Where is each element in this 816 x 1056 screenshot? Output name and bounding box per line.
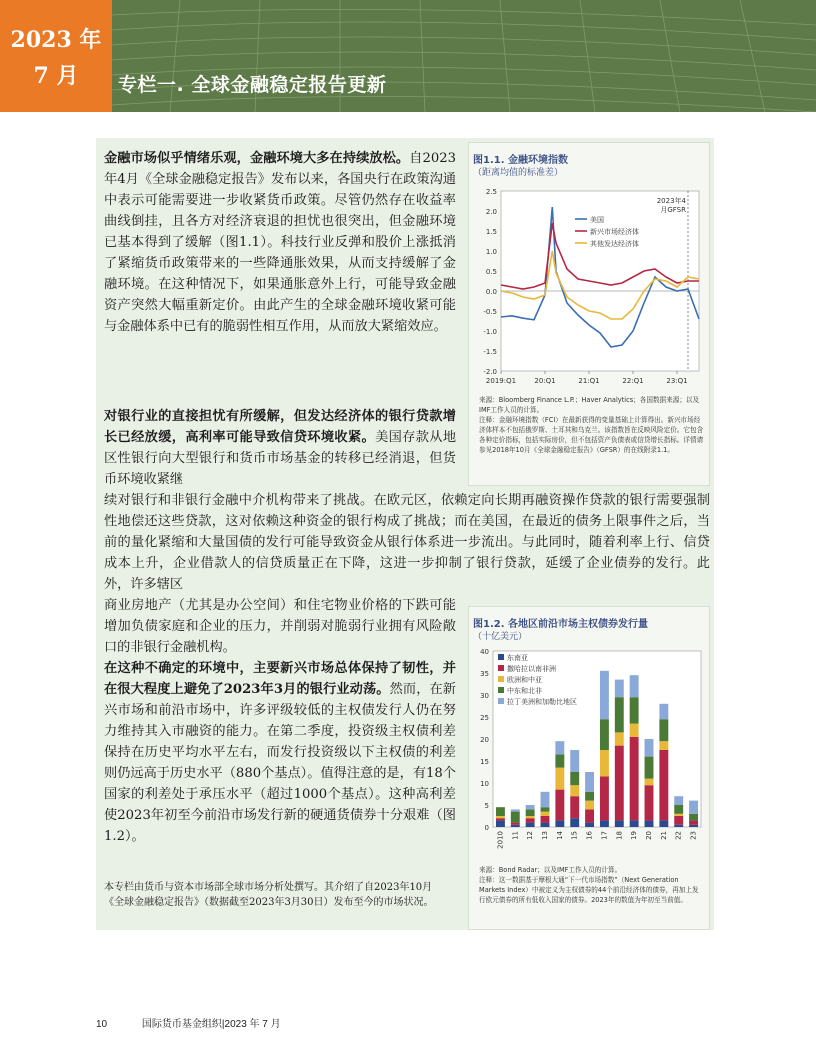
- x-tick-label: 22:Q1: [622, 377, 644, 385]
- bar-segment: [526, 823, 535, 827]
- bar-segment: [600, 750, 609, 776]
- figure-2-panel: [468, 606, 710, 930]
- bar-segment: [555, 790, 564, 821]
- bar-segment: [689, 801, 698, 814]
- y-tick-label: -1.5: [483, 348, 497, 356]
- x-tick-label: 23: [689, 831, 698, 840]
- y-tick-label: -1.0: [483, 328, 497, 336]
- y-tick-label: 0.0: [485, 288, 497, 296]
- y-tick-label: 1.5: [485, 228, 497, 236]
- date-month: 7 月: [33, 63, 79, 89]
- bar-segment: [645, 785, 654, 820]
- bar-segment: [526, 809, 535, 816]
- figure-2-chart: [469, 645, 709, 863]
- bar-segment: [630, 737, 639, 821]
- figure-1-title: 图1.1. 金融环境指数: [473, 155, 568, 166]
- bar-segment: [615, 820, 624, 827]
- bar-segment: [674, 816, 683, 825]
- x-tick-label: 23:Q1: [666, 377, 688, 385]
- paragraph-3-lead: 在这种不确定的环境中，主要新兴市场总体保持了韧性，并在很大程度上避免了2023年3月的银行业动荡。: [104, 661, 456, 697]
- x-tick-label: 2010: [496, 831, 505, 849]
- bar-segment: [511, 825, 520, 827]
- paragraph-1-lead: 金融市场似乎情绪乐观，金融环境大多在持续放松。: [104, 151, 410, 166]
- y-tick-label: 0.5: [485, 268, 497, 276]
- legend-label: 中东和北非: [507, 687, 542, 695]
- x-tick-label: 11: [511, 831, 520, 840]
- bar-segment: [496, 816, 505, 818]
- bar-segment: [645, 820, 654, 827]
- x-tick-label: 20: [645, 831, 653, 840]
- bar-segment: [630, 675, 639, 697]
- paragraph-2-text-a: 美国存款从地区性银行向大型银行和货币市场基金的转移已经消退，但货币环境收紧继: [104, 430, 457, 487]
- gfsr-annotation: 月GFSR: [660, 206, 686, 214]
- bar-segment: [585, 801, 594, 810]
- bar-segment: [585, 792, 594, 801]
- x-tick-label: 19: [630, 831, 639, 840]
- box-title: 专栏一. 全球金融稳定报告更新: [118, 74, 387, 96]
- y-tick-label: 1.0: [485, 248, 497, 256]
- bar-segment: [526, 816, 535, 818]
- bar-segment: [570, 796, 579, 818]
- bar-segment: [570, 818, 579, 827]
- legend-label: 欧洲和中亚: [507, 676, 542, 684]
- paragraph-1: [104, 148, 456, 337]
- author-credit: 本专栏由货币与资本市场部全球市场分析处撰写。其介绍了自2023年10月《全球金融稳定报告》（数据截至2023年3月30日）发布至今的市场状况。: [104, 882, 434, 908]
- bar-segment: [555, 820, 564, 827]
- figure-1-panel: [468, 142, 710, 486]
- y-tick-label: 20: [480, 736, 489, 744]
- figure-1-chart: [469, 181, 709, 391]
- figure-2-unit: （十亿美元）: [473, 632, 528, 642]
- legend-swatch: [498, 665, 504, 671]
- bar-segment: [541, 812, 550, 816]
- x-tick-label: 14: [555, 831, 564, 840]
- bar-segment: [659, 704, 668, 719]
- paragraph-2-bottom: 商业房地产（尤其是办公空间）和住宅物业价格的下跌可能增加负债家庭和企业的压力，并削弱对脆弱行业拥有风险敞口的非银行金融机构。: [104, 598, 456, 655]
- figure-1-unit: （距离均值的标准差）: [473, 168, 564, 178]
- y-tick-label: 25: [480, 714, 489, 722]
- x-tick-label: 12: [526, 831, 535, 840]
- legend-label: 拉丁美洲和加勒比地区: [507, 698, 577, 706]
- bar-segment: [600, 820, 609, 827]
- bar-segment: [659, 719, 668, 741]
- paragraph-2-top: [104, 406, 456, 490]
- legend-swatch: [498, 698, 504, 704]
- bar-segment: [496, 820, 505, 827]
- page-number: 10: [96, 1019, 108, 1030]
- bar-segment: [541, 823, 550, 827]
- x-tick-label: 21: [659, 831, 668, 840]
- date-badge: [0, 0, 112, 112]
- paragraph-2-lead: 对银行业的直接担忧有所缓解，但发达经济体的银行贷款增长已经放缓，高利率可能导致信贷环境收紧。: [104, 409, 456, 445]
- bar-segment: [496, 807, 505, 816]
- y-tick-label: 35: [480, 670, 489, 678]
- y-tick-label: 10: [480, 780, 489, 788]
- y-tick-label: -2.0: [483, 368, 497, 376]
- bar-segment: [689, 814, 698, 821]
- x-tick-label: 22: [674, 831, 683, 840]
- x-tick-label: 16: [585, 831, 594, 840]
- paragraph-1-text: 自2023年4月《全球金融稳定报告》发布以来，各国央行在政策沟通中表示可能需要进一步收紧货币政策。尽管仍然存在收益率曲线倒挂，且各方对经济衰退的担忧也很突出，但金融环境已基本得到了缓解（图1.1）。科技行业反弹和股价上涨抵消了紧缩货币政策带来的一些降通胀效果，从而支持缓解了金融环境。在这种情况下，如果通胀意外上行，可能导致金融资产突然大幅重新定价。由此产生的全球金融环境收紧可能与金融体系中已有的脆弱性相互作用，从而放大紧缩效应。: [104, 151, 457, 334]
- bar-segment: [630, 697, 639, 723]
- legend-swatch: [498, 687, 504, 693]
- bar-segment: [511, 812, 520, 823]
- legend-label: 新兴市场经济体: [590, 228, 639, 236]
- bar-segment: [526, 818, 535, 822]
- bar-segment: [600, 671, 609, 719]
- bar-segment: [511, 823, 520, 825]
- y-tick-label: 40: [480, 648, 489, 656]
- bar-segment: [585, 809, 594, 822]
- bar-segment: [570, 772, 579, 785]
- x-tick-label: 20:Q1: [534, 377, 556, 385]
- y-tick-label: 0: [484, 824, 489, 832]
- bar-segment: [674, 805, 683, 814]
- bar-segment: [645, 739, 654, 757]
- paragraph-3: [104, 658, 456, 847]
- bar-segment: [630, 820, 639, 827]
- paragraph-2-wide: 续对银行和非银行金融中介机构带来了挑战。在欧元区，依赖定向长期再融资操作贷款的银行需要强制性地偿还这些贷款，这对依赖这种资金的银行构成了挑战；而在美国，在最近的债务上限事件之后，当前的量化紧缩和大量国债的发行可能导致资金从银行体系进一步流出。与此同时，随着利率上行、信贷成本上升，企业借款人的信贷质量正在下降，这进一步抑制了银行贷款，延缓了企业债券的发行。此外，许多辖区: [104, 493, 710, 592]
- bar-segment: [555, 741, 564, 754]
- legend-label: 美国: [590, 216, 604, 224]
- y-tick-label: -0.5: [483, 308, 497, 316]
- bar-segment: [600, 719, 609, 750]
- bar-segment: [645, 779, 654, 786]
- gfsr-annotation: 2023年4: [656, 197, 686, 205]
- y-tick-label: 5: [484, 802, 489, 810]
- figure-1-note: 来源：Bloomberg Finance L.P.；Haver Analytics；各国数据来源；以及IMF工作人员的计算。 注释：金融环境指数（FCI）在最新获得的变量基础上计算得出。新兴市场经济体样本不包括俄罗斯、土耳其和乌克兰。该指数旨在反映风险定价。它包含各种定价指标，包括实际房价，但不包括资产负债表或信贷增长指标。详情请参见2018年10月《全球金融稳定报告》（GFSR）的在线附录1.1。: [479, 396, 704, 454]
- x-tick-label: 17: [600, 831, 609, 840]
- bar-segment: [659, 750, 668, 820]
- bar-segment: [615, 746, 624, 821]
- bar-segment: [645, 757, 654, 779]
- legend-swatch: [498, 654, 504, 660]
- bar-segment: [600, 776, 609, 820]
- bar-segment: [541, 807, 550, 811]
- bar-segment: [615, 680, 624, 698]
- y-tick-label: 2.5: [485, 188, 497, 196]
- paragraph-3-text: 然而，在新兴市场和前沿市场中，许多评级较低的主权债发行人仍在努力维持其入市融资的能力。在第二季度，投资级主权债利差保持在历史平均水平左右，而发行投资级以下主权债的利差则仍远高于历史水平（880个基点）。值得注意的是，有18个国家的利差处于承压水平（超过1000个基点）。这种高利差使2023年初至今前沿市场发行新的硬通货债券十分艰难（图1.2）。: [104, 682, 456, 844]
- figure-2-title: 图1.2. 各地区前沿市场主权债券发行量: [473, 619, 648, 630]
- bar-segment: [674, 796, 683, 805]
- bar-segment: [674, 825, 683, 827]
- bar-segment: [555, 754, 564, 767]
- bar-segment: [674, 814, 683, 816]
- bar-segment: [659, 741, 668, 750]
- bar-segment: [630, 724, 639, 737]
- figure-2-note: 来源：Bond Radar；以及IMF工作人员的计算。 注释：这一数据基于摩根大通“下一代市场指数”（Next Generation Markets Index）中被定义为主权债券的44个前沿经济体的债券，再加上发行欧元债券的所有低收入国家的债券。2023年的数值为年初至当前值。: [479, 866, 699, 904]
- bar-segment: [659, 820, 668, 827]
- x-tick-label: 21:Q1: [578, 377, 600, 385]
- bar-segment: [689, 820, 698, 824]
- legend-label: 撒哈拉以南非洲: [507, 665, 556, 673]
- bar-segment: [585, 823, 594, 827]
- y-tick-label: 30: [480, 692, 489, 700]
- bar-segment: [555, 768, 564, 790]
- bar-segment: [689, 825, 698, 827]
- bar-segment: [585, 772, 594, 792]
- bar-segment: [615, 697, 624, 732]
- bar-segment: [615, 732, 624, 745]
- header-band: [0, 0, 816, 112]
- legend-label: 东南亚: [507, 654, 528, 662]
- bar-segment: [511, 809, 520, 811]
- y-tick-label: 2.0: [485, 208, 497, 216]
- bar-segment: [570, 750, 579, 772]
- x-tick-label: 2019:Q1: [485, 377, 517, 385]
- bar-segment: [570, 785, 579, 796]
- x-tick-label: 18: [615, 831, 624, 840]
- bar-segment: [496, 818, 505, 820]
- date-year: 2023 年: [10, 27, 102, 53]
- bar-segment: [541, 816, 550, 823]
- y-tick-label: 15: [480, 758, 489, 766]
- page-footer: [96, 1015, 281, 1030]
- footer-text: 国际货币基金组织|2023 年 7 月: [141, 1019, 281, 1030]
- bar-segment: [541, 792, 550, 807]
- x-tick-label: 15: [570, 831, 579, 840]
- legend-swatch: [498, 676, 504, 682]
- legend-label: 其他发达经济体: [590, 240, 639, 248]
- x-tick-label: 13: [541, 831, 549, 840]
- bar-segment: [526, 805, 535, 809]
